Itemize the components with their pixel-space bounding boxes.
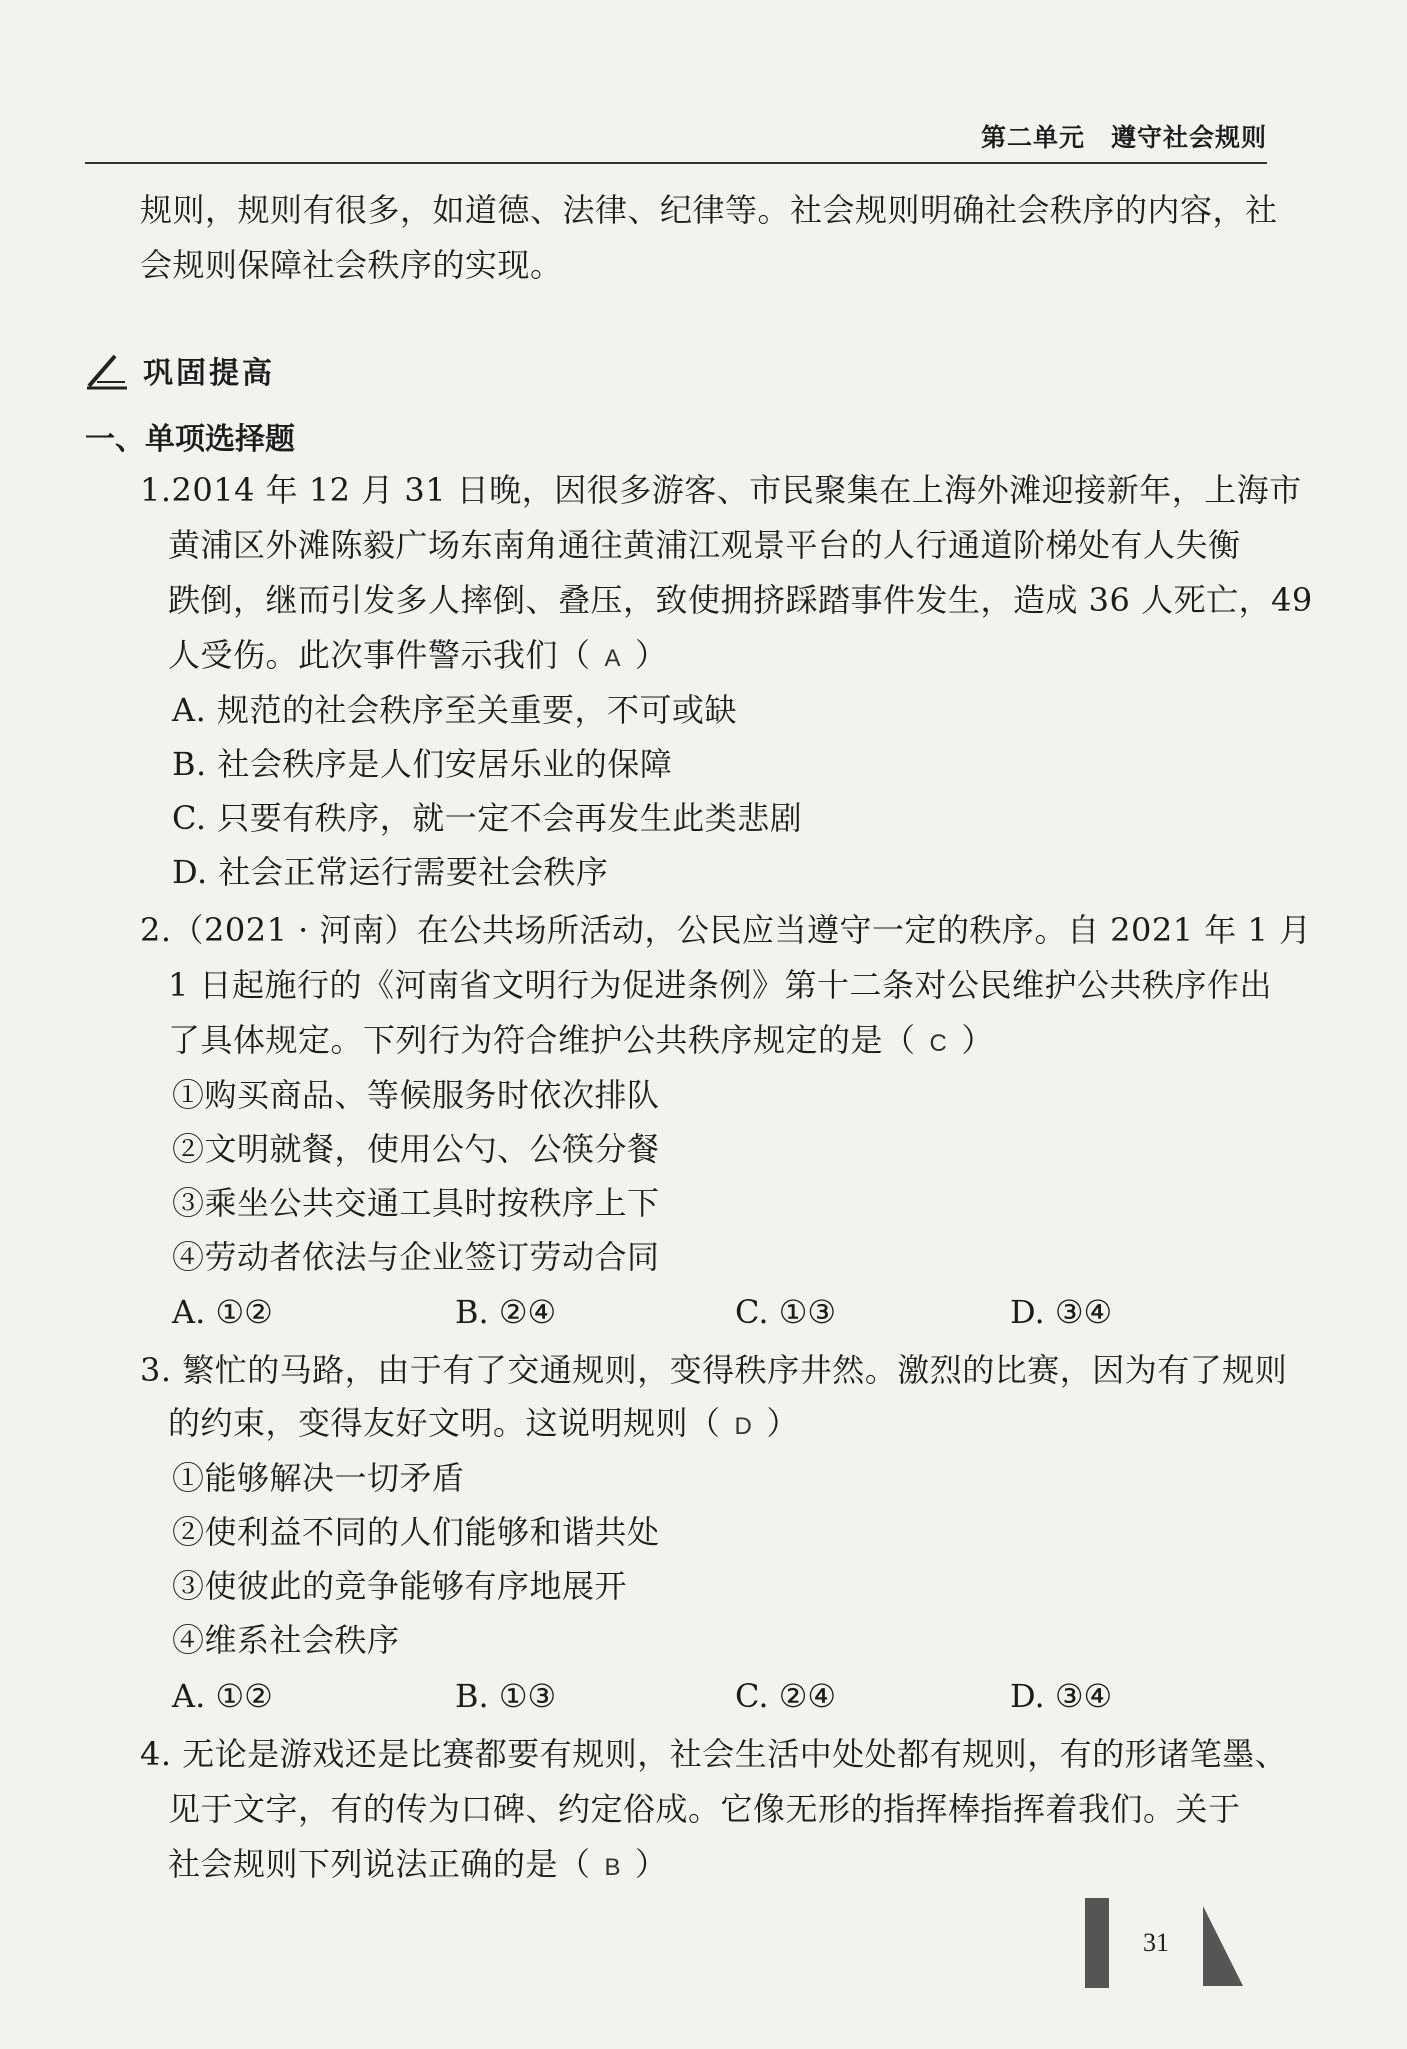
option-d: D. ③④ [1010, 1677, 1113, 1715]
option-a: A. 规范的社会秩序至关重要，不可或缺 [172, 691, 737, 729]
option-d: D. 社会正常运行需要社会秩序 [172, 853, 609, 891]
stem-close: ） [961, 1021, 994, 1059]
option-a: A. ①② [172, 1293, 273, 1331]
option-c: C. ①③ [735, 1293, 837, 1331]
option-c: C. 只要有秩序，就一定不会再发生此类悲剧 [172, 799, 803, 837]
stem-close: ） [635, 1845, 668, 1883]
stem-text: 的约束，变得友好文明。这说明规则（ [168, 1404, 721, 1442]
footer-bar [1085, 1898, 1109, 1988]
page-number: 31 [1143, 1928, 1169, 1957]
stem-close: ） [635, 636, 668, 674]
subsection-title: 一、单项选择题 [85, 422, 295, 457]
statement-item: ②文明就餐，使用公勺、公筷分餐 [172, 1130, 660, 1168]
option-a: A. ①② [172, 1677, 273, 1715]
answer-mark: D [734, 1413, 753, 1440]
running-header [85, 112, 1267, 164]
stem-text: 了具体规定。下列行为符合维护公共秩序规定的是（ [168, 1021, 916, 1059]
question-stem-end [168, 1403, 799, 1447]
question-stem-end [168, 1020, 994, 1064]
answer-mark: C [929, 1030, 948, 1057]
stem-text: 社会规则下列说法正确的是（ [168, 1845, 591, 1883]
question-line: 见于文字，有的传为口碑、约定俗成。它像无形的指挥棒指挥着我们。关于 [168, 1790, 1241, 1828]
intro-line: 规则，规则有很多，如道德、法律、纪律等。社会规则明确社会秩序的内容，社 [140, 191, 1278, 229]
header-title: 第二单元 遵守社会规则 [980, 123, 1267, 152]
section-title: 巩固提高 [143, 356, 275, 391]
question-line: 4. 无论是游戏还是比赛都要有规则，社会生活中处处都有规则，有的形诸笔墨、 [140, 1735, 1288, 1773]
question-line: 跌倒，继而引发多人摔倒、叠压，致使拥挤踩踏事件发生，造成 36 人死亡，49 [168, 581, 1313, 619]
question-line: 1 日起施行的《河南省文明行为促进条例》第十二条对公民维护公共秩序作出 [168, 966, 1273, 1004]
question-line: 3. 繁忙的马路，由于有了交通规则，变得秩序井然。激烈的比赛，因为有了规则 [140, 1351, 1288, 1389]
answer-mark: A [604, 645, 622, 672]
statement-item: ①购买商品、等候服务时依次排队 [172, 1076, 660, 1114]
option-b: B. ②④ [455, 1293, 557, 1331]
intro-line: 会规则保障社会秩序的实现。 [140, 246, 563, 284]
statement-item: ④维系社会秩序 [172, 1621, 400, 1659]
question-line: 2.（2021 · 河南）在公共场所活动，公民应当遵守一定的秩序。自 2021 年 1 月 [140, 911, 1312, 949]
option-c: C. ②④ [735, 1677, 837, 1715]
option-b: B. ①③ [455, 1677, 557, 1715]
question-stem-end [168, 635, 668, 679]
stem-text: 人受伤。此次事件警示我们（ [168, 636, 591, 674]
question-line: 1.2014 年 12 月 31 日晚，因很多游客、市民聚集在上海外滩迎接新年，上海市 [140, 471, 1302, 509]
option-b: B. 社会秩序是人们安居乐业的保障 [172, 745, 673, 783]
question-stem-end [168, 1844, 668, 1888]
option-d: D. ③④ [1010, 1293, 1113, 1331]
stem-close: ） [766, 1404, 799, 1442]
answer-mark: B [604, 1854, 622, 1881]
statement-item: ④劳动者依法与企业签订劳动合同 [172, 1238, 660, 1276]
section-heading [85, 348, 275, 392]
statement-item: ①能够解决一切矛盾 [172, 1459, 465, 1497]
statement-item: ③乘坐公共交通工具时按秩序上下 [172, 1184, 660, 1222]
corner-triangle-icon [1203, 1906, 1243, 1986]
question-line: 黄浦区外滩陈毅广场东南角通往黄浦江观景平台的人行通道阶梯处有人失衡 [168, 526, 1241, 564]
statement-item: ②使利益不同的人们能够和谐共处 [172, 1513, 660, 1551]
pen-icon [85, 350, 129, 390]
statement-item: ③使彼此的竞争能够有序地展开 [172, 1567, 628, 1605]
page-footer [1085, 1898, 1245, 1993]
